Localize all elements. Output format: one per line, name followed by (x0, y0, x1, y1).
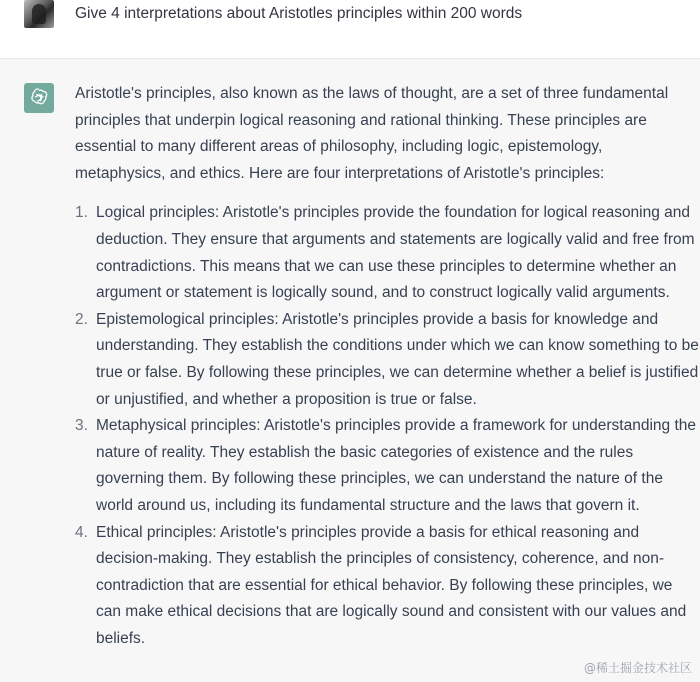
assistant-message-row (0, 59, 700, 682)
list-item-text: Ethical principles: Aristotle's principles provide a basis for ethical reasoning and decision-making. They establish the principles of consistency, coherence, and non-contradiction that are essential for ethical behavior. By following these principles, we can make ethical decisions that are logically sound and consistent with our values and beliefs. (96, 523, 687, 647)
list-item-number: 4. (75, 523, 88, 541)
user-avatar (24, 0, 54, 28)
user-message-row (0, 0, 700, 59)
user-prompt-text: Give 4 interpretations about Aristotles principles within 200 words (75, 5, 523, 22)
answer-intro: Aristotle's principles, also known as the laws of thought, are a set of three fundamental principles that underpin logical reasoning and rational thinking. These principles are essential to many different areas of philosophy, including logic, epistemology, metaphysics, and ethics. Here are four interpretations of Aristotle's principles: (75, 85, 669, 182)
list-item-text: Logical principles: Aristotle's principles provide the foundation for logical reasoning and deduction. They ensure that arguments and statements are logically valid and free from contradictions. This means that we can use these principles to determine whether an argument or statement is logically sound, and to construct logically valid arguments. (96, 204, 695, 302)
list-item-text: Metaphysical principles: Aristotle's principles provide a framework for understanding the nature of reality. They establish the basic categories of existence and the rules governing them. By following these principles, we can understand the nature of the world around us, including its fundamental structure and the laws that govern it. (96, 417, 696, 514)
list-item-text: Epistemological principles: Aristotle's principles provide a basis for knowledge and understanding. They establish the conditions under which we can know something to be true or false. By following these principles, we can determine whether a belief is justified or unjustified, and whether a proposition is true or false. (96, 310, 699, 408)
list-item (75, 520, 700, 653)
list-item-number: 2. (75, 310, 88, 328)
interpretations-list (75, 200, 700, 652)
openai-logo-icon (24, 83, 54, 113)
assistant-answer (75, 81, 700, 652)
list-item (75, 307, 700, 413)
list-item (75, 413, 700, 519)
list-item (75, 200, 700, 306)
watermark: @稀土掘金技术社区 (583, 661, 692, 675)
list-item-number: 3. (75, 417, 88, 435)
list-item-number: 1. (75, 204, 88, 222)
